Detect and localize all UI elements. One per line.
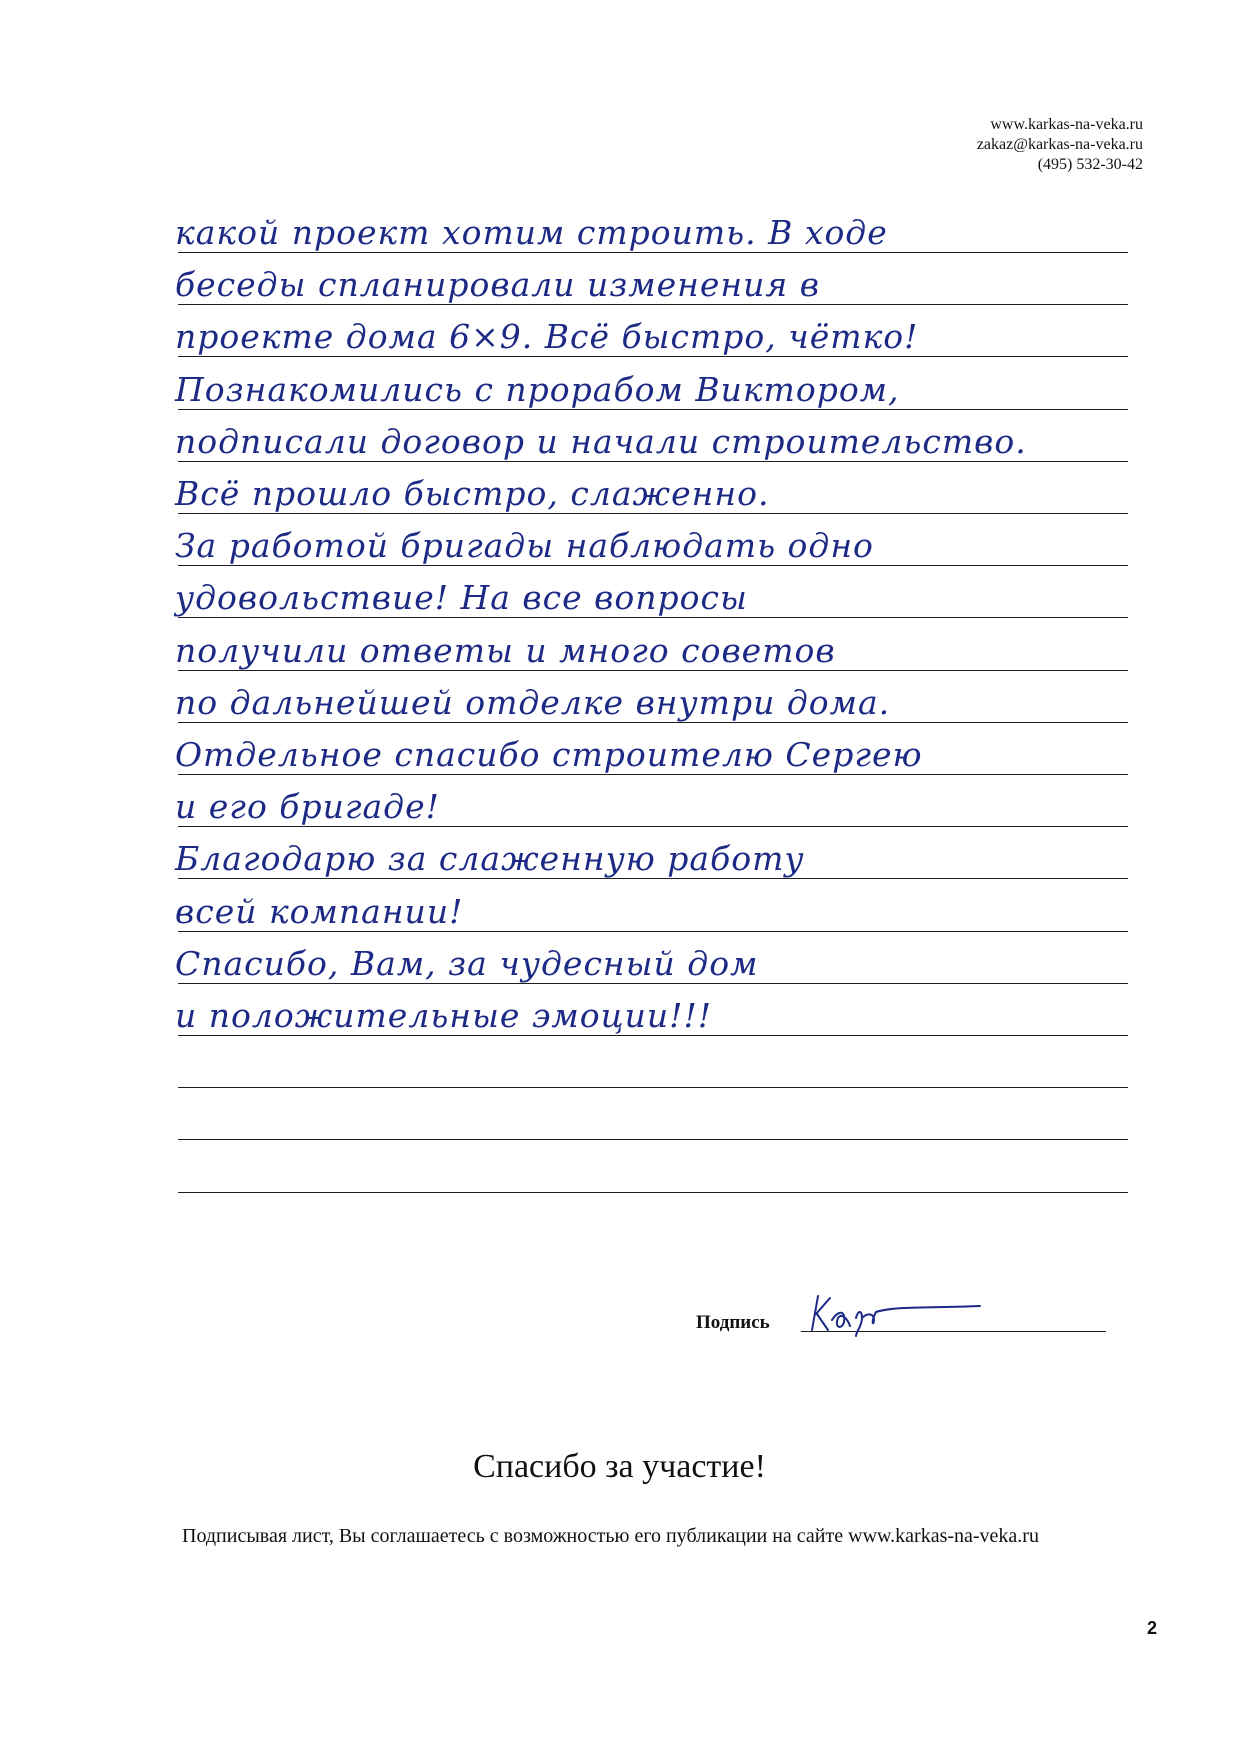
ruled-line <box>178 617 1128 618</box>
handwritten-line: получили ответы и много советов <box>175 631 836 670</box>
email-link[interactable]: zakaz@karkas-na-veka.ru <box>976 136 1143 153</box>
handwritten-line: Всё прошло быстро, слаженно. <box>175 474 770 513</box>
handwritten-line: беседы спланировали изменения в <box>175 265 820 304</box>
handwritten-line: За работой бригады наблюдать одно <box>175 526 874 565</box>
handwritten-line: по дальнейшей отделке внутри дома. <box>175 683 891 722</box>
handwritten-line: какой проект хотим строить. В ходе <box>175 213 888 252</box>
ruled-line <box>178 774 1128 775</box>
handwritten-line: всей компании! <box>175 892 464 931</box>
page-number: 2 <box>1146 1618 1157 1638</box>
ruled-line <box>178 983 1128 984</box>
phone-number: (495) 532-30-42 <box>1037 156 1143 173</box>
handwritten-line: подписали договор и начали строительство. <box>175 422 1027 461</box>
ruled-line <box>178 931 1128 932</box>
handwritten-line: удовольствие! На все вопросы <box>175 578 748 617</box>
handwritten-line: проекте дома 6×9. Всё быстро, чётко! <box>175 317 919 356</box>
website-link[interactable]: www.karkas-na-veka.ru <box>990 116 1143 133</box>
ruled-line <box>178 565 1128 566</box>
ruled-line <box>178 826 1128 827</box>
ruled-line <box>178 304 1128 305</box>
handwritten-line: Благодарю за слаженную работу <box>175 839 805 878</box>
ruled-line <box>178 513 1128 514</box>
ruled-line <box>178 1087 1128 1088</box>
ruled-line <box>178 409 1128 410</box>
handwritten-signature <box>804 1290 984 1338</box>
ruled-line <box>178 252 1128 253</box>
ruled-line <box>178 356 1128 357</box>
handwritten-line: Познакомились с прорабом Виктором, <box>175 370 900 409</box>
signature-label: Подпись <box>696 1312 770 1333</box>
handwritten-line: и положительные эмоции!!! <box>175 996 712 1035</box>
ruled-line <box>178 1035 1128 1036</box>
ruled-line <box>178 1139 1128 1140</box>
ruled-line <box>178 670 1128 671</box>
handwritten-line: и его бригаде! <box>175 787 440 826</box>
ruled-line <box>178 878 1128 879</box>
ruled-line <box>178 1192 1128 1193</box>
consent-text: Подписывая лист, Вы соглашаетесь с возможностью его публикации на сайте www.karkas-na-veka.ru <box>182 1525 1039 1547</box>
ruled-line <box>178 722 1128 723</box>
handwritten-line: Отдельное спасибо строителю Сергею <box>175 735 923 774</box>
handwritten-line: Спасибо, Вам, за чудесный дом <box>175 944 759 983</box>
thanks-heading: Спасибо за участие! <box>473 1448 766 1485</box>
signature-row <box>696 1300 1106 1340</box>
ruled-line <box>178 461 1128 462</box>
